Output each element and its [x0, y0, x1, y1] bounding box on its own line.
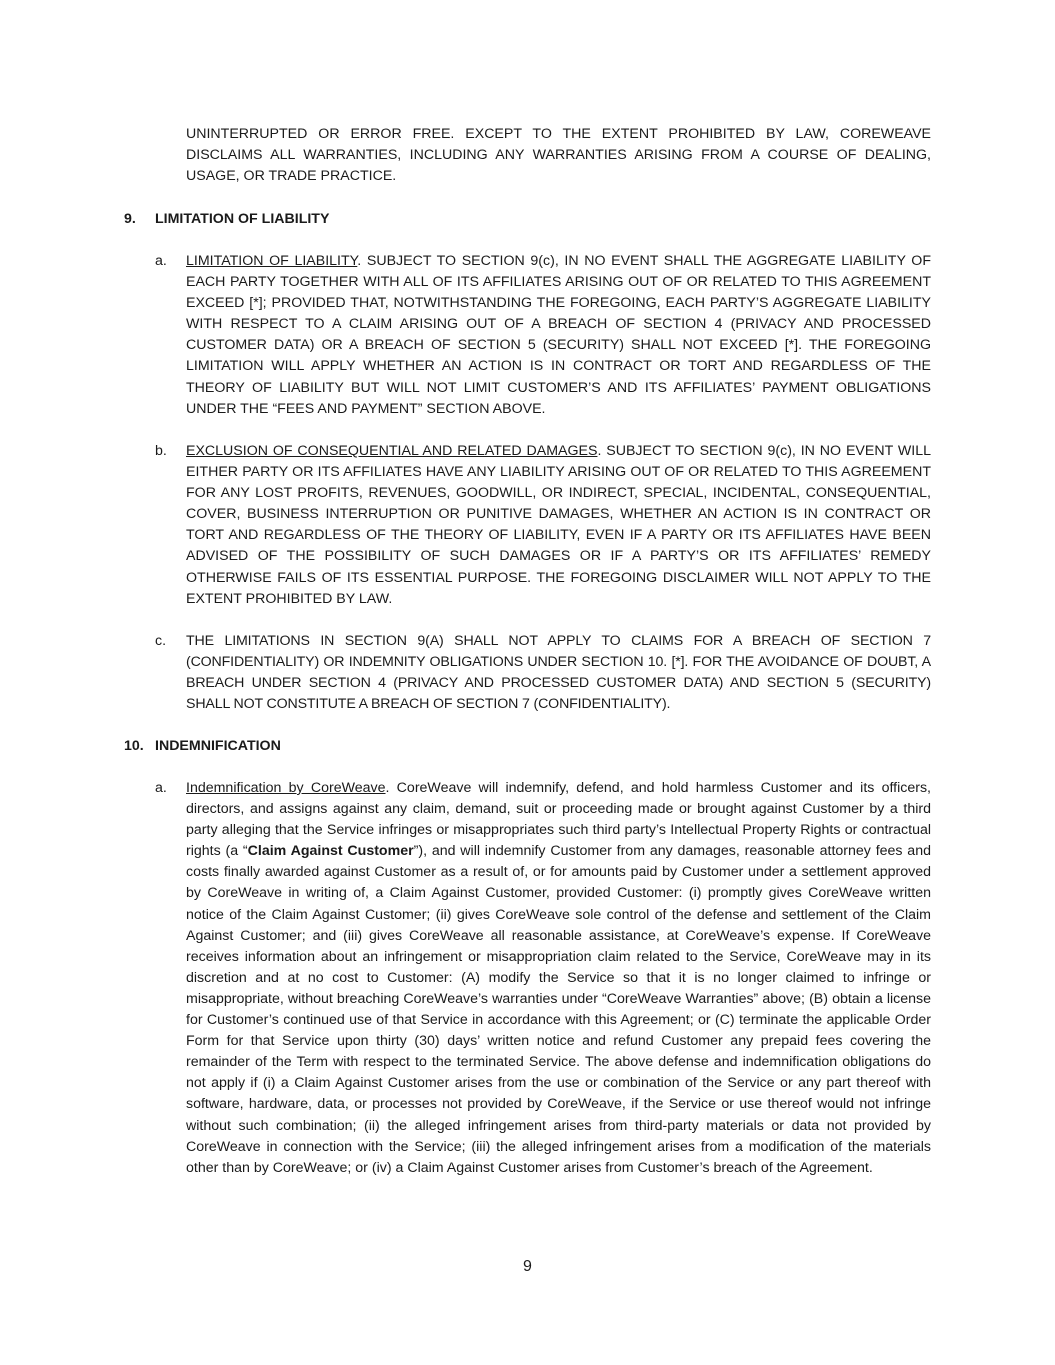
section-9b-marker: b.	[155, 443, 167, 459]
section-10a-text-after: ”), and will indemnify Customer from any damages, reasonable attorney fees and costs finally awarded against Customer as a result of, or for amounts paid by Customer under a settlement approved by CoreWeave in writing of, a Claim Against Customer, provided Customer: (i) promptly gives CoreWeave written notice of the Claim Against Customer; (ii) gives CoreWeave sole control of the defense and settlement of the Claim Against Customer; and (iii) gives CoreWeave all reasonable assistance, at CoreWeave’s expense. If CoreWeave receives information about an infringement or misappropriation claim related to the Service, CoreWeave may in its discretion and at no cost to Customer: (A) modify the Service so that it is no longer claimed to infringe or misappropriate, without breaching CoreWeave’s warranties under “CoreWeave Warranties” above; (B) obtain a license for Customer’s continued use of that Service in accordance with this Agreement; or (C) terminate the applicable Order Form for that Service upon thirty (30) days’ written notice and refund Customer any prepaid fees covering the remainder of the Term with respect to the terminated Service. The above defense and indemnification obligations do not apply if (i) a Claim Against Customer arises from the use or combination of the Service or any part thereof with software, hardware, data, or processes not provided by CoreWeave, if the Service or use thereof would not infringe without such combination; (ii) the alleged infringement arises from third-party materials or data not provided by CoreWeave in connection with the Service; (iii) the alleged infringement arises from a modification of the materials other than by CoreWeave; or (iv) a Claim Against Customer arises from Customer’s breach of the Agreement.	[186, 843, 931, 1176]
intro-paragraph: UNINTERRUPTED OR ERROR FREE. EXCEPT TO THE EXTENT PROHIBITED BY LAW, COREWEAVE DISCLAIMS ALL WARRANTIES, INCLUDING ANY WARRANTIES ARISING FROM A COURSE OF DEALING, USAGE, OR TRADE PRACTICE.	[186, 126, 931, 185]
section-9b-title: EXCLUSION OF CONSEQUENTIAL AND RELATED DAMAGES	[186, 443, 598, 459]
section-10a-marker: a.	[155, 780, 167, 796]
section-9b-paragraph	[186, 441, 931, 610]
section-10-heading	[124, 736, 281, 757]
section-10a-defined-term: Claim Against Customer	[247, 843, 414, 860]
section-10-number: 10.	[124, 738, 144, 754]
section-9a-title: LIMITATION OF LIABILITY	[186, 253, 358, 269]
section-9a-text: . SUBJECT TO SECTION 9(c), IN NO EVENT SHALL THE AGGREGATE LIABILITY OF EACH PARTY TOGETHER WITH ALL OF ITS AFFILIATES ARISING OUT OF OR RELATED TO THIS AGREEMENT EXCEED [*]; PROVIDED THAT, NOTWITHSTANDING THE FOREGOING, EACH PARTY’S AGGREGATE LIABILITY WITH RESPECT TO A CLAIM ARISING OUT OF A BREACH OF SECTION 4 (PRIVACY AND PROCESSED CUSTOMER DATA) OR A BREACH OF SECTION 5 (SECURITY) SHALL NOT EXCEED [*]. THE FOREGOING LIMITATION WILL APPLY WHETHER AN ACTION IS IN CONTRACT OR TORT AND REGARDLESS OF THE THEORY OF LIABILITY BUT WILL NOT LIMIT CUSTOMER’S AND ITS AFFILIATES’ PAYMENT OBLIGATIONS UNDER THE “FEES AND PAYMENT” SECTION ABOVE.	[186, 253, 931, 417]
section-10a-title: Indemnification by CoreWeave	[186, 780, 386, 796]
section-9-heading	[124, 209, 329, 230]
section-9a-marker: a.	[155, 253, 167, 269]
section-10a-paragraph	[186, 778, 931, 1179]
section-10-title: INDEMNIFICATION	[155, 738, 281, 754]
section-9c-paragraph: THE LIMITATIONS IN SECTION 9(A) SHALL NOT APPLY TO CLAIMS FOR A BREACH OF SECTION 7 (CONFIDENTIALITY) OR INDEMNITY OBLIGATIONS UNDER SECTION 10. [*]. FOR THE AVOIDANCE OF DOUBT, A BREACH UNDER SECTION 4 (PRIVACY AND PROCESSED CUSTOMER DATA) AND SECTION 5 (SECURITY) SHALL NOT CONSTITUTE A BREACH OF SECTION 7 (CONFIDENTIALITY).	[186, 633, 931, 713]
section-9b-text: . SUBJECT TO SECTION 9(c), IN NO EVENT WILL EITHER PARTY OR ITS AFFILIATES HAVE ANY LIABILITY ARISING OUT OF OR RELATED TO THIS AGREEMENT FOR ANY LOST PROFITS, REVENUES, GOODWILL, OR INDIRECT, SPECIAL, INCIDENTAL, CONSEQUENTIAL, COVER, BUSINESS INTERRUPTION OR PUNITIVE DAMAGES, WHETHER AN ACTION IS IN CONTRACT OR TORT AND REGARDLESS OF THE THEORY OF LIABILITY, EVEN IF A PARTY OR ITS AFFILIATES HAVE BEEN ADVISED OF THE POSSIBILITY OF SUCH DAMAGES OR IF A PARTY’S OR ITS AFFILIATES’ REMEDY OTHERWISE FAILS OF ITS ESSENTIAL PURPOSE. THE FOREGOING DISCLAIMER WILL NOT APPLY TO THE EXTENT PROHIBITED BY LAW.	[186, 443, 931, 607]
section-9-title: LIMITATION OF LIABILITY	[155, 211, 330, 227]
section-9a-paragraph	[186, 251, 931, 420]
page-number: 9	[523, 1258, 532, 1275]
section-9c-marker: c.	[155, 633, 167, 649]
section-10a-text-before: . CoreWeave will indemnify, defend, and hold harmless Customer and its officers, directors, and assigns against any claim, demand, suit or proceeding made or brought against Customer by a third party alleging that the Service infringes or misappropriates such third party’s Intellectual Property Rights or contractual rights (a “	[186, 780, 931, 860]
section-9-number: 9.	[124, 211, 136, 227]
